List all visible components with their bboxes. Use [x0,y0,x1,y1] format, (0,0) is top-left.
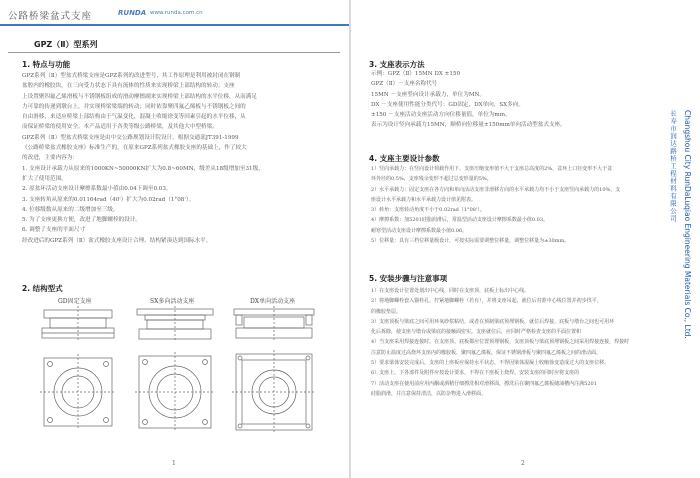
text-line: DX －支座使用性能分类代号：GD固定，DX单向，SX多向。 [371,101,524,108]
section-4-title: 4. 支座主要设计参数 [369,154,440,163]
diagram-dx-unidirectional-bearing [232,306,316,442]
series-title-bar [8,38,340,53]
text-line: 3）转角：支座转动角度不小于0.02rad（1°08'）。 [371,207,485,214]
header-rule [0,24,349,26]
section-3-title: 3. 支座表示方法 [369,60,425,69]
text-line: 6）支座上、下各部件及附件应按设计要求，不得在下座板上烧焊。安装支座的同时应将支座的 [371,370,580,377]
text-line: 注意防止温度过高烧坏支座内的橡胶板、聚四氟乙烯板，保证不锈钢滑板与聚四氟乙烯板之间的滑动面。 [371,349,602,356]
diagram-label-sx: SX多向活动支座 [150,298,195,305]
company-name-cn: 长寿市润达路桥工程材料有限公司 [669,110,677,223]
text-line: 6. 调整了支座的平面尺寸 [22,227,86,234]
text-line: 1）在支座设计位置处划出中心线，同时在支座顶，底板上标出中心线。 [371,288,530,294]
text-line: 耐寒型活动支座设计摩擦系数最小值0.06。 [371,227,468,234]
text-line: 经改进后的GPZ系列（Ⅱ）盆式橡胶支座设计合理，结构紧凑达到国际水平。 [22,237,212,244]
diagram-label-dx: DX单向活动支座 [250,298,296,305]
text-line: 4. 位移级数从原来的二级增加至三级。 [22,206,119,213]
text-line: 化后拆除，使支座与墩台或梁底的接触面密实。支座就位后，应同时严格检查支座的平面位置和 [371,329,582,336]
text-line: 5. 为了支座更换方便，改进了地脚螺栓的设计。 [22,217,141,224]
text-line: 而保证桥梁的使用安全。本产品适用于各类等级公路桥梁，及其他大中型桥梁。 [22,124,218,131]
left-page [0,0,349,478]
text-line: 自由滑移，来适应桥梁上部结构由于气温变化，混凝土收缩徐变等因素引起的水平位移，从 [22,114,246,121]
text-line: 5）位移量：具有三档位移量级设计，可按实际需要调整位移量，调整位移量为±30mm。 [371,238,570,245]
page-number-left: 1 [172,460,176,467]
text-line: 3）支座顶板与梁底之间可用环氧砂浆粘结，或者在预制梁底预埋钢板，就位后焊接，底板与墩台之间也可用环 [371,318,615,325]
company-name-en: Changshou City RunDaLuqiao Engineering Materials Co., Ltd. [683,110,692,339]
text-line: 2. 原盆环活动支座设计摩擦系数最小值由0.04下调至0.03。 [22,186,172,193]
header-bar [0,0,349,26]
text-line: 扩大了使用范围。 [22,175,67,182]
text-line: 4）摩擦系数：加5201硅脂润滑后，常温型活动支座设计摩擦系数最小值0.03。 [371,217,549,224]
text-line: 1. 支座设计承载力从原来的1000KN~50000KN扩大为0.8~60MN，级差从18级增加至31级， [22,165,264,172]
text-line: 盆腔内的橡胶块，在三向受力状态下具有流体的性质来实现桥梁上部结构的转动；支座 [22,83,235,90]
section-3-body [371,69,671,131]
text-line: 表示为设计竖向承载力15MN，顺桥向位移量±150mm单向活动型盆式支座。 [371,122,566,129]
text-line: 2）将地脚螺栓套入锚栓孔，拧紧地脚螺栓（若有），并将支座吊起，就位后对准中心线位置并初步找平。 [371,298,602,305]
series-title: GPZ（Ⅱ）型系列 [34,40,98,49]
section-4-body [371,164,671,246]
right-page [351,0,700,478]
text-line: 3. 支座转角从原来的0.01164rad（40'）扩大为0.02rad（1°08'）。 [22,196,195,203]
text-line: 4）当支座采用焊接连接时，在支座顶、底板都应位置预埋钢板，支座顶板与梁底预埋钢板之间采用焊接连接，焊接时 [371,339,630,346]
text-line: 硅脂润滑，并注意保持清洁，以防杂物进入滑移面。 [371,390,487,397]
text-line: 的改进，主要内容为： [22,155,78,162]
section-5-body [371,286,671,399]
section-1-title: 1. 特点与功能 [22,60,71,69]
section-5-title: 5. 安装步骤与注意事项 [369,274,448,283]
text-line: 示例：GPZ（Ⅱ）15MN DX ±150 [371,71,461,77]
text-line: 座设计水平承载力和水平承载力设计值见附表。 [371,196,477,203]
website-link[interactable]: www.runda.com.cn [150,10,203,16]
text-line: 5）要求梁体安装完成后，支座的上座板应保持水平状态，不得因梁体混凝土收缩徐变造成过大的支座位移。 [371,360,610,367]
page-number-right: 2 [521,460,525,467]
header-title: 公路桥梁盆式支座 [8,11,93,22]
text-line: GPZ系列（Ⅱ）型盆式桥梁支座是由中交公路规划设计院设计，根据交通部JT391-1999 [22,134,239,141]
text-line: 2）水平承载力：固定支座在各方向和单向活动支座非滑移方向的水平承载力均不小于支座竖向承载力的10%，支 [371,186,621,193]
section-1-body [22,71,342,246]
text-line: 15MN －支座竖向设计承载力，单位为MN。 [371,91,486,98]
text-line: 7）活动支座在使用前应用丙酮或酒精仔细擦洗相对滑移面，擦洗后在聚四氟乙烯板储油槽内注满5201 [371,380,597,387]
text-line: GPZ系列（Ⅱ）型盆式桥梁支座是GPZ系列的改进型号，其工作原理是利用被封闭在钢制 [22,73,241,79]
section-2-title: 2. 结构型式 [22,284,63,293]
text-line: 环外径的0.5%，支座残余变形不超过总变形量的5%。 [371,176,492,183]
text-line: 的橡胶垫层。 [371,308,402,315]
text-line: 1）竖向承载力：在竖向设计荷载作用下，支座压缩变形值不大于支座总高度的2%，盆环上口径变形不大于盆 [371,166,613,172]
diagram-label-gd: GD固定支座 [58,298,92,305]
text-line: ±150 －支座活动支座活动方向位移量值，单位为mm。 [371,112,511,119]
text-line: 上设置聚四氟乙烯滑板与不锈钢板组成的滑动摩擦副来实现桥梁上部结构的水平位移，从而满足 [22,93,257,100]
diagram-gd-fixed-bearing [38,306,118,442]
text-line: 《公路桥梁盆式橡胶支座》标准生产的，在原来GPZ系列盆式橡胶支座的基础上，作了较大 [22,145,247,152]
text-line: GPZ（Ⅱ）－支座名称代号 [371,81,438,88]
brand-logo: RUNDA [118,9,147,17]
diagram-sx-multidirectional-bearing [135,306,215,442]
text-line: 力可靠的传递到墩台上，并实现桥梁梁端的转动；同时依靠聚四氟乙烯板与不锈钢板之间的 [22,103,246,110]
